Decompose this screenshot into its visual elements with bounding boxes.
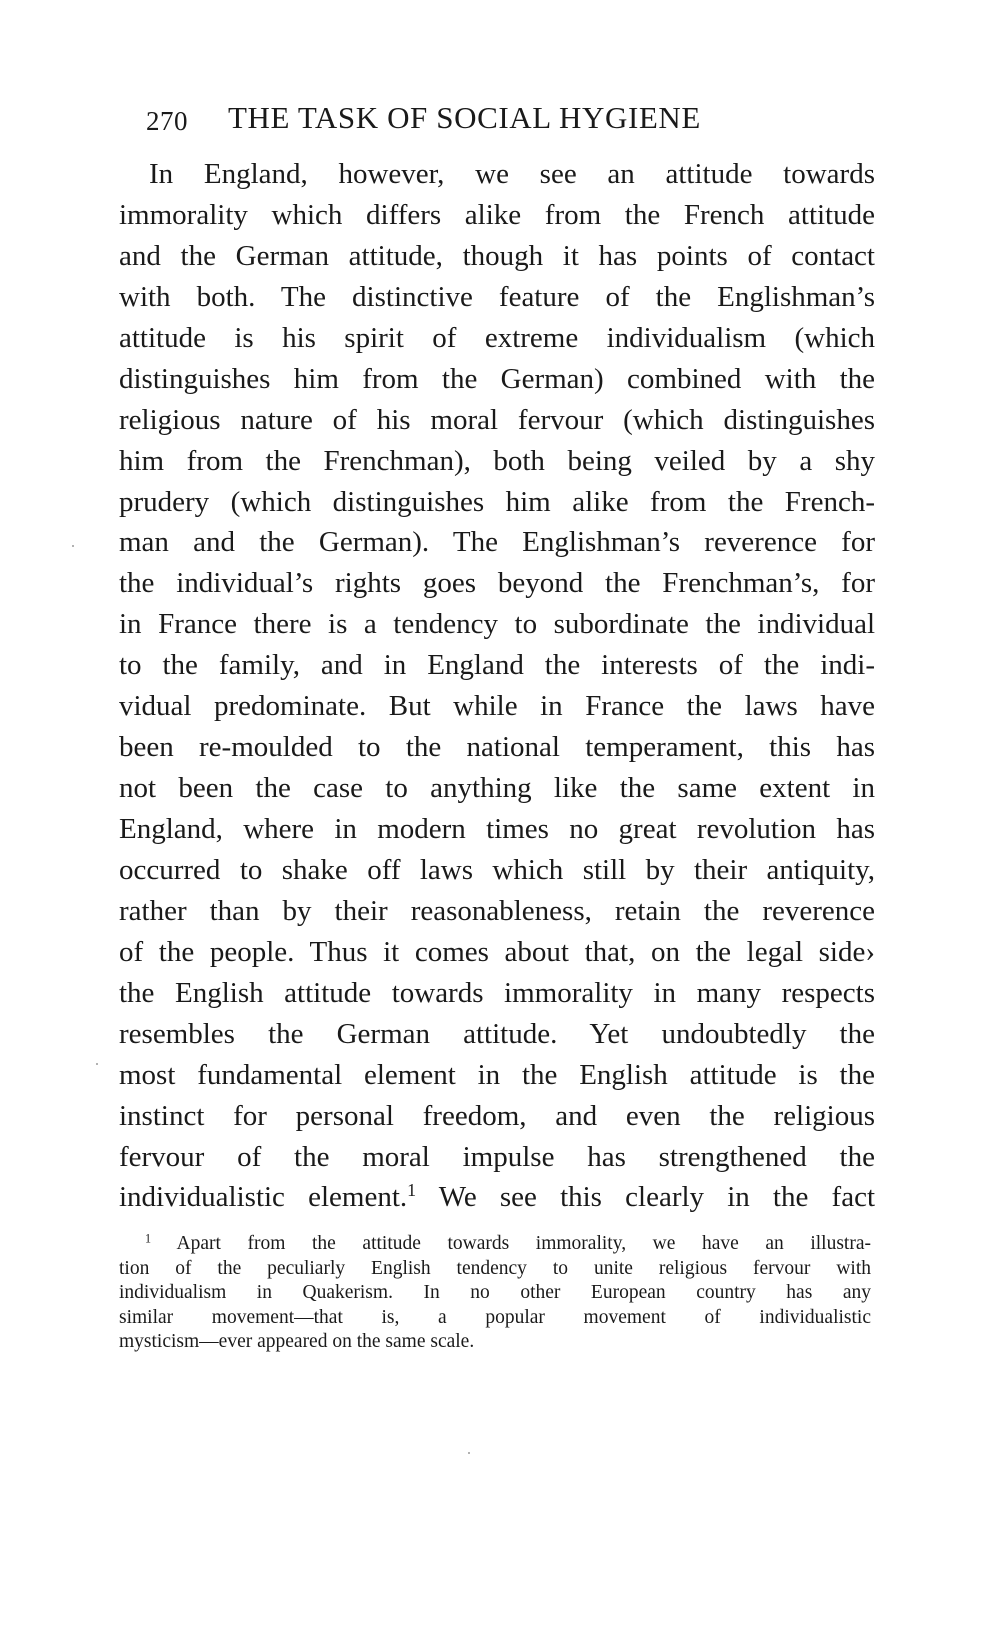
footnote-marker: 1: [145, 1231, 152, 1246]
text-line: been re-moulded to the national temperament, this has: [119, 731, 875, 764]
text-line: England, where in modern times no great revolution has: [119, 813, 875, 845]
footnote-line: mysticism—ever appeared on the same scale.: [119, 1331, 475, 1353]
text-line: attitude is his spirit of extreme individualism (which: [119, 321, 875, 354]
footnote-text: Apart from the attitude towards immorality, we have an illustra-: [151, 1233, 871, 1254]
text-line: immorality which differs alike from the French attitude: [119, 198, 875, 231]
text-line: [119, 1177, 875, 1218]
scan-speck: [96, 1063, 98, 1065]
text-line: with both. The distinctive feature of the Englishman’s: [119, 280, 875, 313]
text-line: occurred to shake off laws which still by their antiquity,: [119, 853, 875, 886]
text-line: man and the German). The Englishman’s reverence for: [119, 526, 875, 559]
text-line: prudery (which distinguishes him alike from the French-: [119, 485, 875, 518]
scan-speck: [468, 1452, 470, 1454]
text-line: him from the Frenchman), both being veiled by a shy: [119, 444, 875, 477]
text-line: In England, however, we see an attitude towards: [149, 158, 875, 190]
footnote-line: individualism in Quakerism. In no other European country has any: [119, 1282, 871, 1304]
text-line: of the people. Thus it comes about that, on the legal side›: [119, 935, 875, 968]
footnote-line: similar movement—that is, a popular movement of individualistic: [119, 1306, 871, 1328]
footnote-line: [119, 1232, 871, 1257]
running-head: [146, 100, 906, 140]
text-line: religious nature of his moral fervour (which distinguishes: [119, 403, 875, 436]
text-line: fervour of the moral impulse has strengthened the: [119, 1140, 875, 1173]
text-line: to the family, and in England the interests of the indi-: [119, 649, 875, 682]
text-line: resembles the German attitude. Yet undoubtedly the: [119, 1017, 875, 1050]
text-line: the individual’s rights goes beyond the Frenchman’s, for: [119, 567, 875, 600]
text-line: vidual predominate. But while in France the laws have: [119, 690, 875, 723]
running-title: THE TASK OF SOCIAL HYGIENE: [228, 100, 701, 135]
text-line: and the German attitude, though it has points of contact: [119, 239, 875, 272]
text-line: the English attitude towards immorality in many respects: [119, 976, 875, 1009]
text-line: not been the case to anything like the same extent in: [119, 772, 875, 805]
footnote: [119, 1232, 871, 1355]
text-line: rather than by their reasonableness, retain the reverence: [119, 894, 875, 927]
text-fragment: We see this clearly in the fact: [416, 1181, 875, 1214]
text-line: most fundamental element in the English attitude is the: [119, 1058, 875, 1091]
text-line: instinct for personal freedom, and even the religious: [119, 1099, 875, 1132]
text-line: in France there is a tendency to subordinate the individual: [119, 608, 875, 641]
footnote-reference[interactable]: 1: [407, 1180, 417, 1201]
body-paragraph: [119, 154, 875, 1218]
page-number: 270: [146, 106, 188, 136]
scan-speck: [72, 545, 74, 547]
text-fragment: individualistic element.: [119, 1181, 408, 1214]
footnote-line: tion of the peculiarly English tendency to unite religious fervour with: [119, 1257, 871, 1279]
text-line: distinguishes him from the German) combined with the: [119, 362, 875, 395]
